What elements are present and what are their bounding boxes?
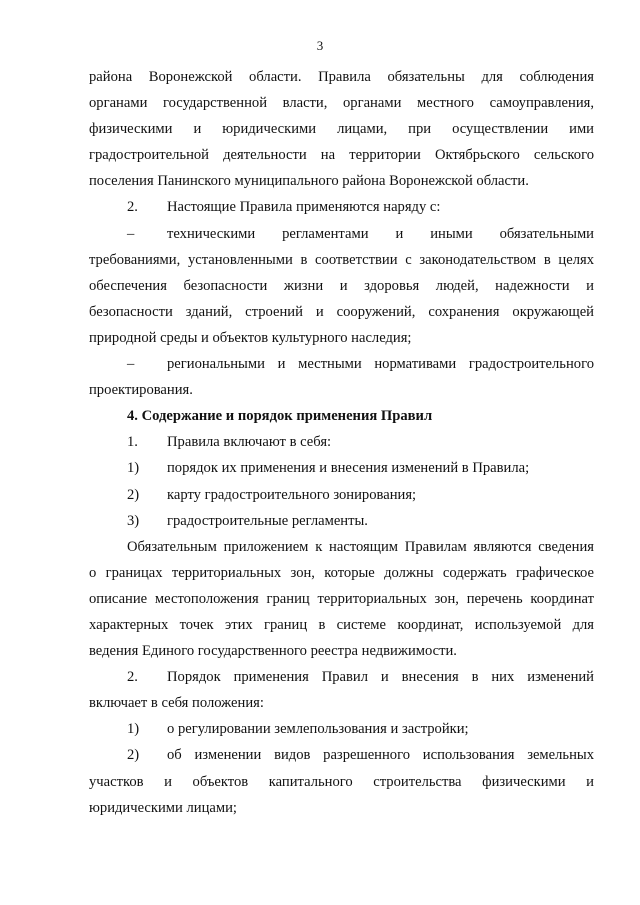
text-line: юридическими лицами; [89, 799, 237, 816]
dash-marker: – [127, 356, 135, 373]
numbered-item [89, 194, 594, 220]
item-text: региональными и местными нормативами градостроительного [167, 356, 594, 373]
item-text: Настоящие Правила применяются наряду с: [167, 199, 441, 216]
text-line: участков и объектов капитального строительства физическими и [89, 773, 594, 790]
item-text: Порядок применения Правил и внесения в них изменений [167, 669, 594, 686]
page-number: 3 [316, 38, 324, 53]
numbered-item [89, 455, 594, 481]
dash-item [89, 221, 594, 247]
item-number: 2. [127, 669, 138, 686]
numbered-item [89, 664, 594, 690]
numbered-item [89, 482, 594, 508]
item-text: о регулировании землепользования и застройки; [167, 721, 469, 738]
text-line: безопасности зданий, строений и сооружений, сохранения окружающей [89, 303, 594, 320]
text-line: включает в себя положения: [89, 695, 264, 712]
text-line: района Воронежской области. Правила обязательны для соблюдения [89, 69, 594, 85]
text-line: требованиями, установленными в соответствии с законодательством в целях [89, 251, 594, 268]
item-text: карту градостроительного зонирования; [167, 486, 417, 503]
item-number: 1. [127, 434, 138, 451]
text-line: органами государственной власти, органами местного самоуправления, [89, 95, 594, 112]
text-line: поселения Панинского муниципального района Воронежской области. [89, 173, 529, 190]
item-text: градостроительные регламенты. [167, 512, 368, 529]
document-body [89, 64, 594, 821]
numbered-item [89, 742, 594, 768]
item-number: 2. [127, 199, 138, 216]
numbered-item [89, 508, 594, 534]
text-line: ведения Единого государственного реестра недвижимости. [89, 643, 457, 660]
text-line: градостроительной деятельности на территории Октябрьского сельского [89, 147, 594, 164]
text-line: проектирования. [89, 382, 193, 399]
section-heading: 4. Содержание и порядок применения Правил [127, 408, 433, 425]
item-number: 2) [127, 486, 140, 503]
item-number: 3) [127, 512, 140, 529]
item-text: порядок их применения и внесения изменений в Правила; [167, 460, 530, 477]
item-text: об изменении видов разрешенного использования земельных [167, 747, 594, 764]
text-line: обеспечения безопасности жизни и здоровья людей, надежности и [89, 277, 594, 294]
text-line: Обязательным приложением к настоящим Правилам являются сведения [127, 538, 594, 555]
numbered-item [89, 716, 594, 742]
item-text: техническими регламентами и иными обязательными [167, 225, 594, 242]
text-line: природной среды и объектов культурного наследия; [89, 329, 412, 346]
text-line: о границах территориальных зон, которые должны содержать графическое [89, 564, 594, 581]
item-number: 1) [127, 721, 140, 738]
item-text: Правила включают в себя: [167, 434, 332, 451]
item-number: 1) [127, 460, 140, 477]
dash-item [89, 351, 594, 377]
text-line: описание местоположения границ территориальных зон, перечень координат [89, 590, 594, 607]
text-line: характерных точек этих границ в системе координат, используемой для [89, 616, 594, 633]
item-number: 2) [127, 747, 140, 764]
dash-marker: – [127, 225, 135, 242]
numbered-item [89, 429, 594, 455]
text-line: физическими и юридическими лицами, при осуществлении ими [89, 121, 594, 138]
